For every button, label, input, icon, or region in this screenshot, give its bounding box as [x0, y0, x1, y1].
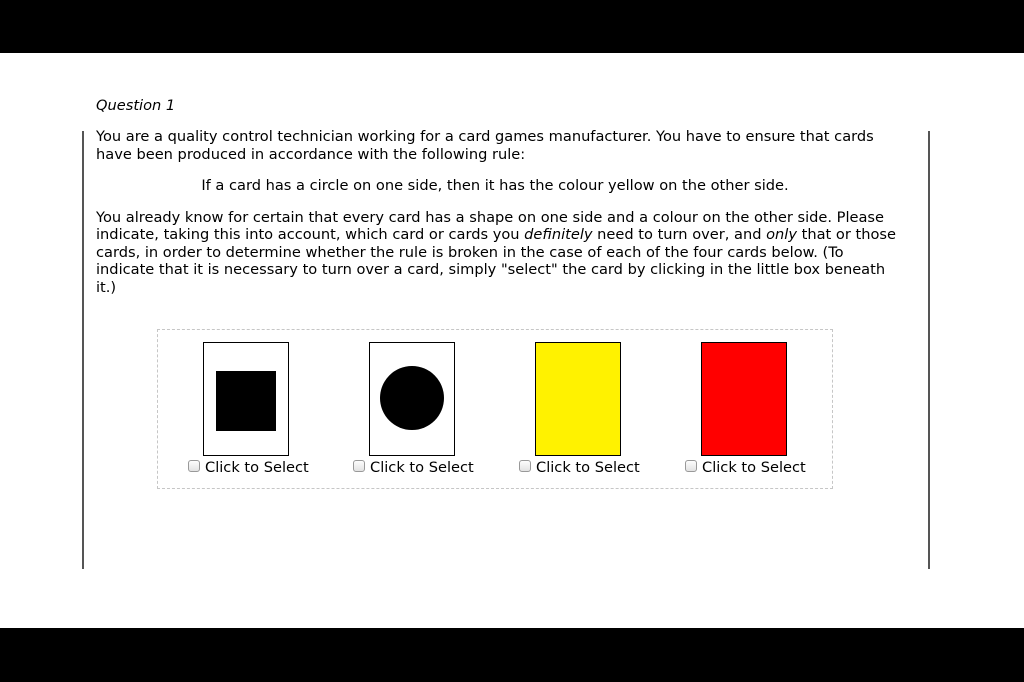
- cards-container: [157, 329, 833, 489]
- question-content: [96, 97, 896, 296]
- checkbox[interactable]: [685, 460, 697, 472]
- select-circle-card[interactable]: [353, 459, 474, 476]
- select-label: Click to Select: [536, 459, 640, 476]
- rule-statement: If a card has a circle on one side, then it has the colour yellow on the other side.: [201, 177, 789, 194]
- select-label: Click to Select: [370, 459, 474, 476]
- select-label: Click to Select: [205, 459, 309, 476]
- question-intro: You are a quality control technician working for a card games manufacturer. You have to ensure that cards have been produced in accordance with the following rule:: [96, 128, 874, 163]
- select-yellow-card[interactable]: [519, 459, 640, 476]
- question-label: Question 1: [96, 97, 176, 114]
- select-red-card[interactable]: [685, 459, 806, 476]
- card-yellow: [535, 342, 621, 456]
- card-circle: [369, 342, 455, 456]
- checkbox[interactable]: [353, 460, 365, 472]
- instructions-part2: need to turn over, and: [592, 226, 767, 243]
- card-red: [701, 342, 787, 456]
- checkbox[interactable]: [188, 460, 200, 472]
- black-square-icon: [216, 371, 276, 431]
- instructions-emphasis-definitely: definitely: [524, 226, 593, 243]
- select-square-card[interactable]: [188, 459, 309, 476]
- black-circle-icon: [380, 366, 444, 430]
- instructions-part3: that or those cards, in order to determine whether the rule is broken in the case of each of the four cards below. (To indicate that it is necessary to turn over a card, simply "select" the card by clicking in the little box beneath it.): [96, 226, 896, 296]
- select-label: Click to Select: [702, 459, 806, 476]
- instructions: [96, 209, 896, 297]
- checkbox[interactable]: [519, 460, 531, 472]
- card-square: [203, 342, 289, 456]
- instructions-emphasis-only: only: [766, 226, 797, 243]
- instructions-part1: You already know for certain that every card has a shape on one side and a colour on the other side. Please indicate, taking this into account, which card or cards you: [96, 208, 885, 243]
